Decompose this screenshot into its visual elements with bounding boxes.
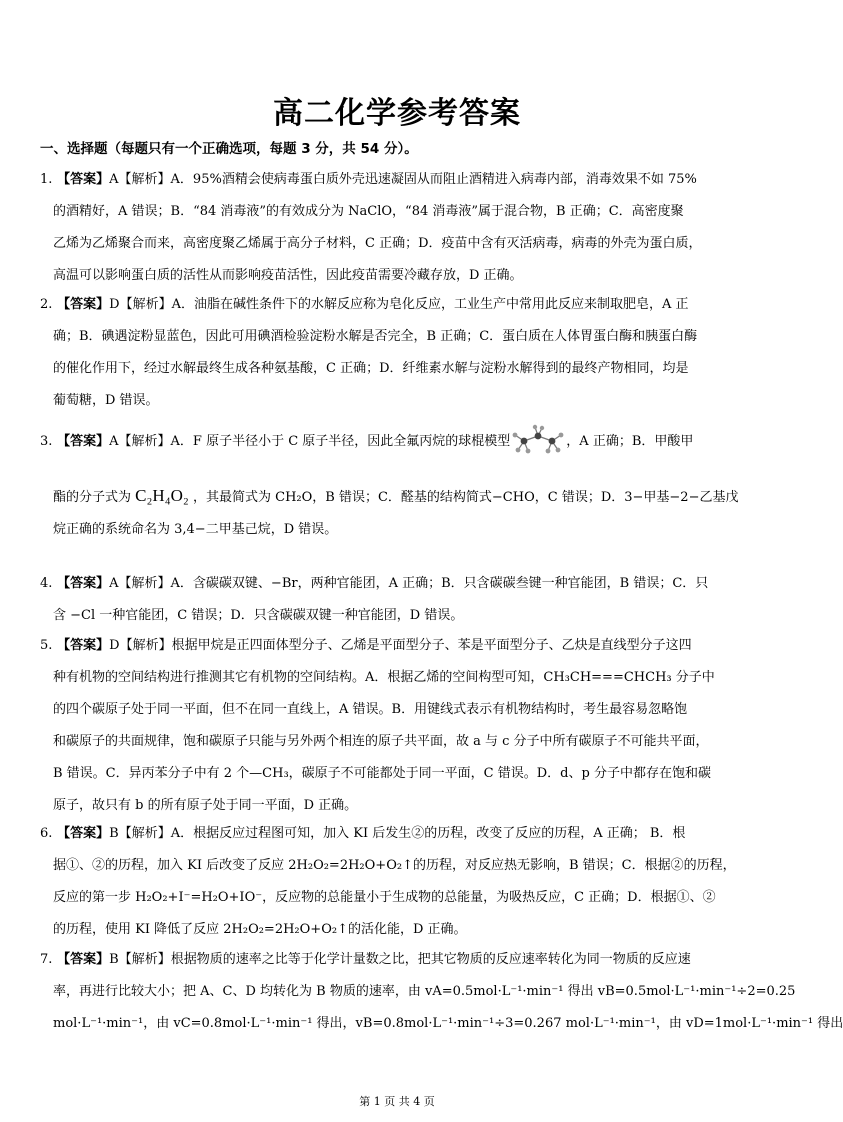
item-number: 3.	[40, 434, 53, 449]
item-line: 的催化作用下，经过水解最终生成各种氨基酸，C 正确；D．纤维素水解与淀粉水解得到的最终产物相同，均是	[53, 361, 689, 376]
section-heading: 一、选择题（每题只有一个正确选项，每题 3 分，共 54 分）。	[40, 141, 418, 157]
item-line: 反应的第一步 H₂O₂+I⁻=H₂O+IO⁻，反应物的总能量小于生成物的总能量，为吸热反应，C 正确；D．根据①、②	[53, 890, 716, 905]
item-line: 的历程，使用 KI 降低了反应 2H₂O₂=2H₂O+O₂↑的活化能，D 正确。	[53, 922, 467, 937]
item-line: 烷正确的系统命名为 3,4−二甲基己烷，D 错误。	[53, 522, 338, 537]
item-line: A【解析】A．F 原子半径小于 C 原子半径，因此全氟丙烷的球棍模型	[109, 434, 511, 449]
item-line: B【解析】根据物质的速率之比等于化学计量数之比，把其它物质的反应速率转化为同一物质的反应速	[109, 952, 691, 967]
item-number: 1.	[40, 172, 53, 187]
item-line: 据①、②的历程，加入 KI 后改变了反应 2H₂O₂=2H₂O+O₂↑的历程，对反应热无影响，B 错误；C．根据②的历程，	[53, 858, 736, 873]
item-line: D【解析】根据甲烷是正四面体型分子、乙烯是平面型分子、苯是平面型分子、乙炔是直线型分子这四	[109, 638, 692, 653]
item-line: ，其最简式为 CH₂O，B 错误；C．醛基的结构简式−CHO，C 错误；D．3−甲基−2−乙基戊	[192, 490, 739, 505]
item-line: 种有机物的空间结构进行推测其它有机物的空间结构。A．根据乙烯的空间构型可知，CH₃CH===CHCH₃ 分子中	[53, 670, 715, 685]
answer-tag: 【答案】	[57, 434, 110, 449]
answer-tag: 【答案】	[57, 297, 110, 312]
answer-item-3	[40, 425, 748, 546]
item-line: 酯的分子式为	[53, 490, 132, 505]
item-line: mol·L⁻¹·min⁻¹，由 vC=0.8mol·L⁻¹·min⁻¹ 得出，vB=0.8mol·L⁻¹·min⁻¹÷3=0.267 mol·L⁻¹·min⁻¹，由 vD=1mol·L⁻¹·min⁻¹ 得出	[53, 1016, 843, 1031]
item-line: A【解析】A．95%酒精会使病毒蛋白质外壳迅速凝固从而阻止酒精进入病毒内部，消毒效果不如 75%	[109, 172, 697, 187]
item-number: 5.	[40, 638, 53, 653]
answer-tag: 【答案】	[57, 172, 110, 187]
answer-item-2	[40, 289, 748, 417]
answer-tag: 【答案】	[57, 638, 110, 653]
answer-item-5	[40, 630, 748, 822]
item-line: 的四个碳原子处于同一平面，但不在同一直线上，A 错误。B．用键线式表示有机物结构时，考生最容易忽略饱	[53, 702, 688, 717]
item-line: 乙烯为乙烯聚合而来，高密度聚乙烯属于高分子材料，C 正确；D．疫苗中含有灭活病毒，病毒的外壳为蛋白质，	[53, 236, 702, 251]
item-line: 确；B．碘遇淀粉显蓝色，因此可用碘酒检验淀粉水解是否完全，B 正确；C．蛋白质在人体胃蛋白酶和胰蛋白酶	[53, 329, 698, 344]
item-line: 率，再进行比较大小；把 A、C、D 均转化为 B 物质的速率，由 vA=0.5mol·L⁻¹·min⁻¹ 得出 vB=0.5mol·L⁻¹·min⁻¹÷2=0.25	[53, 984, 796, 999]
answer-item-7	[40, 944, 843, 1040]
item-line: B【解析】A．根据反应过程图可知，加入 KI 后发生②的历程，改变了反应的历程，A 正确； B．根	[109, 826, 686, 841]
answer-item-1	[40, 164, 748, 292]
item-number: 6.	[40, 826, 53, 841]
answer-tag: 【答案】	[57, 826, 110, 841]
answer-tag: 【答案】	[57, 952, 110, 967]
item-line: D【解析】A．油脂在碱性条件下的水解反应称为皂化反应，工业生产中常用此反应来制取肥皂，A 正	[109, 297, 689, 312]
item-line: B 错误。C．异丙苯分子中有 2 个—CH₃，碳原子不可能都处于同一平面，C 错误。D．d、p 分子中都存在饱和碳	[53, 766, 711, 781]
item-number: 4.	[40, 576, 53, 591]
answer-item-6	[40, 818, 748, 946]
answer-tag: 【答案】	[57, 576, 110, 591]
item-line: ，A 正确；B．甲酸甲	[566, 434, 694, 449]
item-number: 7.	[40, 952, 53, 967]
item-line: 的酒精好，A 错误；B．“84 消毒液”的有效成分为 NaClO，“84 消毒液”属于混合物，B 正确；C．高密度聚	[53, 204, 684, 219]
item-line: A【解析】A．含碳碳双键、−Br，两种官能团，A 正确；B．只含碳碳叁键一种官能团，B 错误；C．只	[109, 576, 709, 591]
item-line: 原子，故只有 b 的所有原子处于同一平面，D 正确。	[53, 798, 358, 813]
item-line: 高温可以影响蛋白质的活性从而影响疫苗活性，因此疫苗需要冷藏存放，D 正确。	[53, 268, 523, 283]
answer-item-4	[40, 568, 748, 632]
perfluoropropane-ball-stick-model	[510, 425, 566, 455]
item-line: 葡萄糖，D 错误。	[53, 393, 159, 408]
item-line: 含 −Cl 一种官能团，C 错误；D．只含碳碳双键一种官能团，D 错误。	[53, 608, 464, 623]
item-line: 和碳原子的共面规律，饱和碳原子只能与另外两个相连的原子共平面，故 a 与 c 分子中所有碳原子不可能共平面，	[53, 734, 709, 749]
page-title: 高二化学参考答案	[273, 96, 521, 131]
item-number: 2.	[40, 297, 53, 312]
molecular-formula: C₂H₄O₂	[135, 486, 189, 505]
page-footer: 第 1 页 共 4 页	[359, 1095, 435, 1108]
